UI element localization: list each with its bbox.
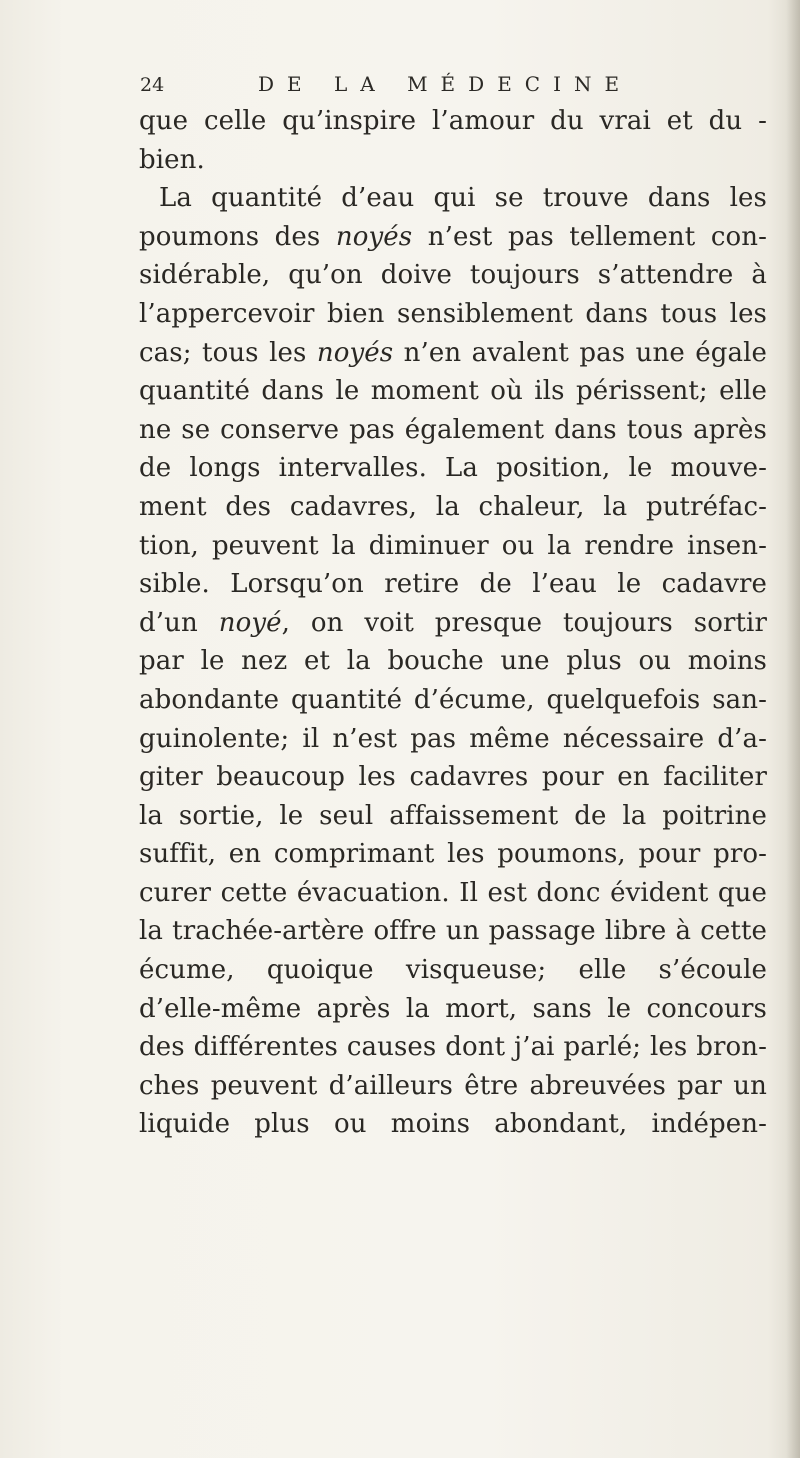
text-line: de longs intervalles. La position, le mouve- (139, 453, 767, 484)
body-text (139, 102, 767, 1144)
text-line: ne se conserve pas également dans tous après (139, 414, 767, 445)
text-line: d’elle-même après la mort, sans le concours (139, 993, 767, 1024)
text-line: curer cette évacuation. Il est donc évident que (139, 877, 767, 908)
text-line: bien. (139, 144, 205, 175)
text-line: des différentes causes dont j’ai parlé; les bron- (139, 1032, 767, 1063)
text-line: d’un noyé, on voit presque toujours sortir (139, 607, 767, 638)
text-line: guinolente; il n’est pas même nécessaire d’a- (139, 723, 767, 754)
text-line: liquide plus ou moins abondant, indépen- (139, 1109, 767, 1140)
page-edge-shadow (786, 0, 800, 1458)
text-line: ches peuvent d’ailleurs être abreuvées par un (139, 1070, 767, 1101)
text-line: cas; tous les noyés n’en avalent pas une égale (139, 337, 768, 368)
page-header (140, 66, 760, 102)
text-line: poumons des noyés n’est pas tellement con- (139, 221, 767, 252)
text-line: tion, peuvent la diminuer ou la rendre insen- (139, 530, 767, 561)
page-number: 24 (140, 74, 165, 96)
text-line: la sortie, le seul affaissement de la poitrine (139, 800, 767, 831)
running-head: DE LA MÉDECINE (258, 72, 633, 96)
text-line: par le nez et la bouche une plus ou moins (139, 646, 767, 677)
text-line: quantité dans le moment où ils périssent; elle (139, 376, 767, 407)
text-line: La quantité d’eau qui se trouve dans les (159, 183, 767, 214)
text-line: suffit, en comprimant les poumons, pour pro- (139, 839, 767, 870)
text-line: l’appercevoir bien sensiblement dans tous les (139, 298, 767, 329)
text-line: giter beaucoup les cadavres pour en faciliter (139, 762, 767, 793)
text-line: abondante quantité d’écume, quelquefois san- (139, 684, 767, 715)
text-line: écume, quoique visqueuse; elle s’écoule (139, 955, 767, 986)
text-line: que celle qu’inspire l’amour du vrai et du - (139, 106, 767, 136)
text-line: sidérable, qu’on doive toujours s’attendre à (139, 260, 767, 291)
text-line: sible. Lorsqu’on retire de l’eau le cadavre (139, 569, 767, 600)
text-line: la trachée-artère offre un passage libre à cette (139, 916, 767, 947)
text-line: ment des cadavres, la chaleur, la putréfac- (139, 491, 767, 522)
